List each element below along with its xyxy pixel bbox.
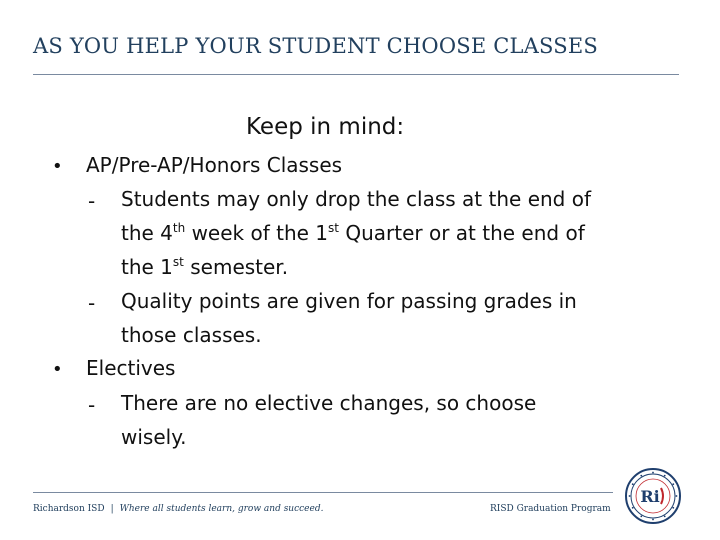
text-run: semester. [183, 255, 289, 279]
text-run: the 4 [121, 221, 173, 245]
text-run: the 1 [121, 255, 173, 279]
footer-left [33, 504, 323, 514]
sub-point-drop-line-1: Students may only drop the class at the end of [121, 187, 591, 211]
sub-point-drop-line-2 [121, 223, 585, 243]
sub-point-quality-line-2: those classes. [121, 323, 262, 347]
dash-marker: - [88, 291, 96, 315]
slide-title: AS YOU HELP YOUR STUDENT CHOOSE CLASSES [33, 34, 598, 58]
text-run: Quarter or at the end of [339, 221, 585, 245]
superscript: st [172, 255, 184, 269]
bullet-ap-classes: AP/Pre-AP/Honors Classes [86, 153, 343, 177]
bullet-marker: • [52, 359, 63, 380]
bullet-marker: • [52, 156, 63, 177]
footer-district: Richardson ISD [33, 504, 105, 514]
subheading: Keep in mind: [246, 114, 405, 140]
superscript: st [328, 221, 339, 235]
sub-point-drop-line-3 [121, 257, 288, 277]
footer-tagline: Where all students learn, grow and succeed. [119, 504, 324, 514]
title-divider [33, 74, 679, 75]
sub-point-quality-line-1: Quality points are given for passing grades in [121, 289, 577, 313]
text-run: week of the 1 [185, 221, 329, 245]
dash-marker: - [88, 189, 96, 213]
risd-seal-icon [625, 468, 681, 524]
superscript: th [172, 221, 186, 235]
dash-marker: - [88, 393, 96, 417]
footer-divider [33, 492, 613, 493]
sub-point-electives-line-2: wisely. [121, 425, 187, 449]
seal-text: Ri [640, 487, 660, 506]
bullet-electives: Electives [86, 356, 176, 380]
sub-point-electives-line-1: There are no elective changes, so choose [121, 391, 537, 415]
footer-program: RISD Graduation Program [490, 504, 611, 514]
footer-separator: | [110, 504, 114, 514]
